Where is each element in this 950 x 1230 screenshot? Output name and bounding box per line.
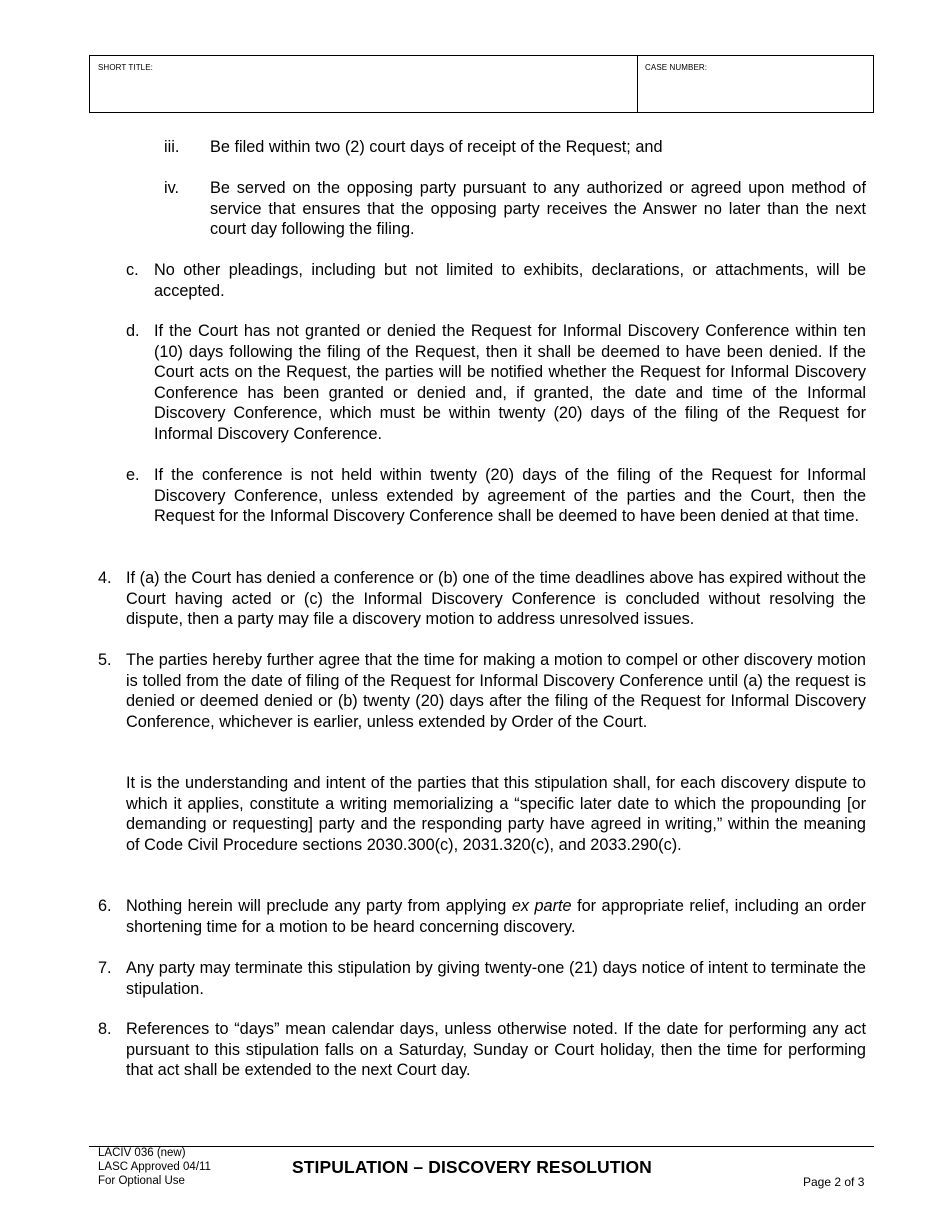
document-title: STIPULATION – DISCOVERY RESOLUTION (292, 1157, 652, 1177)
list-item-text: Be served on the opposing party pursuant to any authorized or agreed upon method of service that ensures that the opposing party receives the Answer no later than the next court day following the filing. (210, 179, 866, 239)
header-divider (637, 56, 638, 112)
list-marker: e. (126, 466, 140, 484)
approval-note: LASC Approved 04/11 (98, 1160, 211, 1173)
list-item-8 (98, 1019, 866, 1081)
list-item-iii (164, 137, 866, 158)
list-item-text (126, 896, 866, 937)
list-marker: iii. (164, 138, 180, 156)
list-item-d (126, 321, 866, 445)
case-number-label: CASE NUMBER: (645, 63, 708, 72)
footer-form-info (98, 1147, 211, 1188)
list-marker: 6. (98, 897, 112, 915)
list-item-text: The parties hereby further agree that the time for making a motion to compel or other discovery motion is tolled from the date of filing of the Request for Informal Discovery Conference until (a) the request is denied or deemed denied or (b) twenty (20) days after the filing of the Request for Informal Discovery Conference, whichever is earlier, unless extended by Order of the Court. (126, 651, 866, 731)
form-id: LACIV 036 (new) (98, 1147, 186, 1159)
list-item-5-continued (126, 773, 866, 855)
list-item-6 (98, 896, 866, 937)
list-item-text: No other pleadings, including but not limited to exhibits, declarations, or attachments, will be accepted. (154, 261, 866, 300)
italic-term: ex parte (511, 897, 572, 915)
list-item-4 (98, 568, 866, 630)
list-marker: 4. (98, 569, 112, 587)
list-marker: iv. (164, 179, 180, 197)
list-marker: 8. (98, 1020, 112, 1038)
list-item-text: Be filed within two (2) court days of receipt of the Request; and (210, 138, 663, 156)
list-marker: c. (126, 261, 139, 279)
list-item-iv (164, 178, 866, 240)
list-marker: 7. (98, 959, 112, 977)
list-item-text: If the conference is not held within twenty (20) days of the filing of the Request for Informal Discovery Conference, unless extended by agreement of the parties and the Court, then the Request for the Informal Discovery Conference shall be deemed to have been denied at that time. (154, 466, 866, 526)
optional-use-note: For Optional Use (98, 1174, 185, 1187)
list-item-text: References to “days” mean calendar days, unless otherwise noted. If the date for performing any act pursuant to this stipulation falls on a Saturday, Sunday or Court holiday, then the time for performing that act shall be extended to the next Court day. (126, 1020, 866, 1080)
text-segment: Nothing herein will preclude any party from applying (126, 897, 512, 915)
list-marker: 5. (98, 651, 112, 669)
short-title-label: SHORT TITLE: (98, 63, 153, 72)
list-item-e (126, 465, 866, 527)
caption-header-box (89, 55, 874, 113)
list-item-7 (98, 958, 866, 999)
page-number: Page 2 of 3 (803, 1175, 865, 1189)
text-segment: for appropriate relief, including an order shortening time for a motion to be heard concerning discovery. (126, 897, 866, 936)
list-item-5 (98, 650, 866, 732)
list-item-text: Any party may terminate this stipulation by giving twenty-one (21) days notice of intent to terminate the stipulation. (126, 959, 866, 998)
list-item-text: If the Court has not granted or denied the Request for Informal Discovery Conference within ten (10) days following the filing of the Request, then it shall be deemed to have been denied. If the Court acts on the Request, the parties will be notified whether the Request for Informal Discovery Conference has been granted or denied and, if granted, the date and time of the Informal Discovery Conference, which must be within twenty (20) days of the filing of the Request for Informal Discovery Conference. (154, 322, 866, 443)
list-marker: d. (126, 322, 140, 340)
list-item-c (126, 260, 866, 301)
list-item-text: If (a) the Court has denied a conference or (b) one of the time deadlines above has expired without the Court having acted or (c) the Informal Discovery Conference is concluded without resolving the dispute, then a party may file a discovery motion to address unresolved issues. (126, 569, 866, 629)
list-item-text: It is the understanding and intent of the parties that this stipulation shall, for each discovery dispute to which it applies, constitute a writing memorializing a “specific later date to which the propounding [or demanding or requesting] party and the responding party have agreed in writing,” within the meaning of Code Civil Procedure sections 2030.300(c), 2031.320(c), and 2033.290(c). (126, 774, 866, 854)
